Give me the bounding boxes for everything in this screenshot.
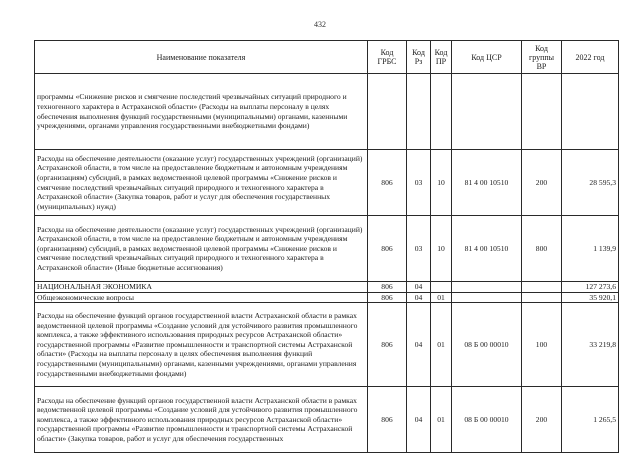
row-rz: 04 — [407, 292, 431, 303]
budget-table — [34, 40, 619, 453]
row-rz: 04 — [407, 282, 431, 293]
row-pr — [431, 282, 452, 293]
row-amount: 1 139,9 — [562, 216, 619, 282]
row-csr — [452, 282, 522, 293]
row-rz: 04 — [407, 303, 431, 387]
row-pr: 10 — [431, 216, 452, 282]
row-vr: 200 — [522, 387, 562, 453]
row-vr — [522, 74, 562, 150]
row-pr: 01 — [431, 292, 452, 303]
row-vr: 100 — [522, 303, 562, 387]
row-csr — [452, 74, 522, 150]
row-vr — [522, 282, 562, 293]
table-row — [35, 150, 619, 216]
row-name: Расходы на обеспечение функций органов государственной власти Астраханской области в рамках ведомственной целевой программы «Создание условий для устойчивого развития промышленного комплекса, а также эффективного использования природных ресурсов Астраханской области» государственной программы «Развитие промышленности и транспортной системы Астраханской области» (Расходы на выплаты персоналу в целях обеспечения выполнения функций государственными (муниципальными) органами, казенными учреждениями, органами управления государственными внебюджетными фондами) — [35, 303, 368, 387]
header-csr-code: Код ЦСР — [452, 41, 522, 74]
header-pr-code: Код ПР — [431, 41, 452, 74]
row-vr — [522, 292, 562, 303]
table-row — [35, 303, 619, 387]
row-csr: 81 4 00 10510 — [452, 150, 522, 216]
row-rz — [407, 74, 431, 150]
row-name: Расходы на обеспечение деятельности (оказание услуг) государственных учреждений (организаций) Астраханской области, в том числе на предоставление бюджетным и автономным учреждениям (организациям) субсидий, в рамках ведомственной целевой программы «Снижение рисков и смягчение последствий чрезвычайных ситуаций природного и техногенного характера в Астраханской области» (Иные бюджетные ассигнования) — [35, 216, 368, 282]
row-grbs: 806 — [368, 387, 407, 453]
row-rz: 03 — [407, 150, 431, 216]
row-name: программы «Снижение рисков и смягчение последствий чрезвычайных ситуаций природного и техногенного характера в Астраханской области» (Расходы на выплаты персоналу в целях обеспечения выполнения функций государственными (муниципальными) органами, казенными учреждениями, органами управления государственными внебюджетными фондами) — [35, 74, 368, 150]
row-amount: 1 265,5 — [562, 387, 619, 453]
row-amount: 127 273,6 — [562, 282, 619, 293]
table-row — [35, 216, 619, 282]
header-indicator-name: Наименование показателя — [35, 41, 368, 74]
row-grbs: 806 — [368, 303, 407, 387]
row-csr: 08 Б 00 00010 — [452, 387, 522, 453]
row-pr — [431, 74, 452, 150]
row-rz: 03 — [407, 216, 431, 282]
row-pr: 10 — [431, 150, 452, 216]
table-row — [35, 282, 619, 293]
row-grbs: 806 — [368, 282, 407, 293]
row-amount: 28 595,3 — [562, 150, 619, 216]
row-name: НАЦИОНАЛЬНАЯ ЭКОНОМИКА — [35, 282, 368, 293]
row-name: Расходы на обеспечение деятельности (оказание услуг) государственных учреждений (организаций) Астраханской области, в том числе на предоставление бюджетным и автономным учреждениям (организациям) субсидий, в рамках ведомственной целевой программы «Снижение рисков и смягчение последствий чрезвычайных ситуаций природного и техногенного характера в Астраханской области» (Закупка товаров, работ и услуг для обеспечения государственных (муниципальных) нужд) — [35, 150, 368, 216]
row-grbs — [368, 74, 407, 150]
row-name: Общеэкономические вопросы — [35, 292, 368, 303]
header-rz-code: Код Рз — [407, 41, 431, 74]
page-number: 432 — [314, 20, 326, 29]
row-amount — [562, 74, 619, 150]
table-header-row — [35, 41, 619, 74]
header-year-2022: 2022 год — [562, 41, 619, 74]
row-csr — [452, 292, 522, 303]
table-row — [35, 292, 619, 303]
row-csr: 81 4 00 10510 — [452, 216, 522, 282]
table-row — [35, 387, 619, 453]
row-amount: 35 920,1 — [562, 292, 619, 303]
header-grbs-code: Код ГРБС — [368, 41, 407, 74]
row-name: Расходы на обеспечение функций органов государственной власти Астраханской области в рамках ведомственной целевой программы «Создание условий для устойчивого развития промышленного комплекса, а также эффективного использования природных ресурсов Астраханской области» государственной программы «Развитие промышленности и транспортной системы Астраханской области» (Закупка товаров, работ и услуг для обеспечения государственных — [35, 387, 368, 453]
row-grbs: 806 — [368, 150, 407, 216]
row-grbs: 806 — [368, 292, 407, 303]
row-vr: 200 — [522, 150, 562, 216]
row-rz: 04 — [407, 387, 431, 453]
header-vr-group-code: Код группы ВР — [522, 41, 562, 74]
row-csr: 08 Б 00 00010 — [452, 303, 522, 387]
row-pr: 01 — [431, 303, 452, 387]
row-pr: 01 — [431, 387, 452, 453]
row-amount: 33 219,8 — [562, 303, 619, 387]
table-row — [35, 74, 619, 150]
row-grbs: 806 — [368, 216, 407, 282]
row-vr: 800 — [522, 216, 562, 282]
